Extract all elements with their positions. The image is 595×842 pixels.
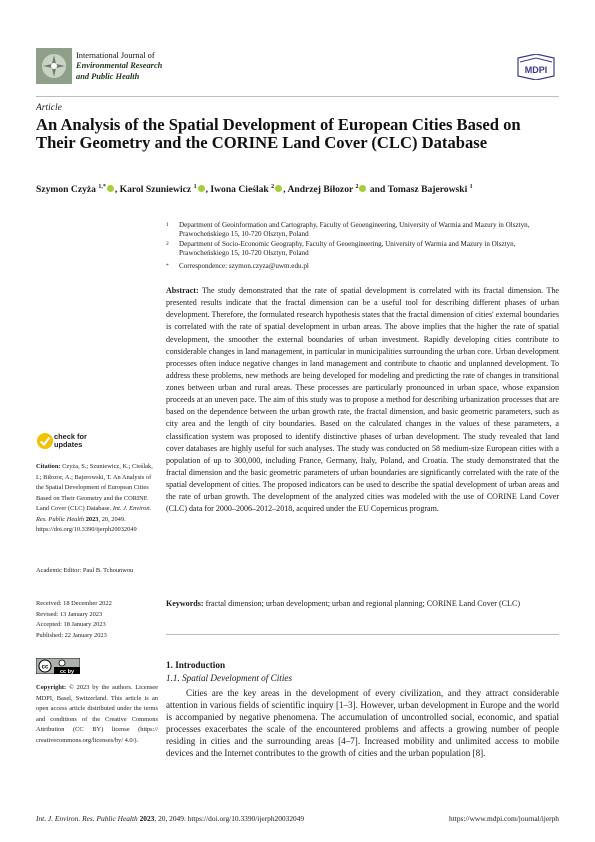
footer-doi[interactable]: , 20, 2049. https://doi.org/10.3390/ijerph20032049: [154, 814, 305, 823]
affiliation-number: *: [166, 263, 169, 269]
author-list: Szymon Czyża $^{1,*}$ , Karol Szuniewicz $^1$ , Iwona Cieślak $^2$ , Andrzej Biłozor $^2$ and Tomasz Bajerowski $^1$: [36, 184, 473, 196]
citation-text: Czyża, S.; Szuniewicz, K.; Cieślak, I.; Biłozor, A.; Bajerowski, T. An Analysis of the Spatial Development of European Cities Based on Their Geometry and the CORINE Land Cover (CLC) Database.: [36, 463, 153, 512]
affiliation-text: Department of Socio-Economic Geography, Faculty of Geoengineering, University of Warmia and Mazury in Olsztyn, Prawocheńskiego 15, 10-720 Olsztyn, Poland: [179, 240, 516, 258]
orcid-icon[interactable]: [359, 185, 366, 192]
journal-name-line3: and Public Health: [76, 71, 140, 81]
check-updates-line2: updates: [54, 439, 83, 449]
footer-journal: Int. J. Environ. Res. Public Health: [36, 814, 138, 823]
keywords-text: fractal dimension; urban development; urban and regional planning; CORINE Land Cover (CLC): [205, 599, 520, 608]
article-type: Article: [36, 103, 62, 113]
author-name: Karol Szuniewicz: [119, 184, 192, 196]
citation-journal: Int. J. Environ. Res. Public Health: [36, 505, 152, 523]
orcid-icon[interactable]: [198, 185, 205, 192]
check-updates-text: [54, 433, 87, 448]
citation-year: 2023: [85, 515, 99, 523]
author-affil-sup: 2: [271, 184, 275, 190]
citation-doi[interactable]: , 20, 2049. https://doi.org/10.3390/ijerph20032049: [36, 515, 137, 533]
abstract-text: The study demonstrated that the rate of spatial development is correlated with its fractal dimension. The presented results indicate that the fractal dimension can be a useful tool for describing different phases of urban development. Therefore, the formulated research hypothesis states that the fractal dimension of cities' external boundaries is correlated with the rate of spatial development in urban areas. The above implies that the higher the rate of spatial development, the smoother the external boundaries of urban investment. Rapidly developing cities contribute to considerable changes in land management, in particular in municipalities surrounding the urban core. Urban development processes often induce negative changes in land management and contribute to chaotic and unplanned development. To address these problems, new methods are being developed for modeling and predicting the rate of changes in transitional zones between urban and rural areas. These processes are particularly pronounced in urban space, whose expansion proceeds at an uneven pace. The aim of this study was to propose a method for describing urbanization processes that are based on the dependence between the urban growth rate, the fractal dimension, and basic geometric parameters, such as city area and the length of city boundaries. Based on the calculated changes in the values of these parameters, a classification system was proposed to identify distinctive phases of urban development. The study revealed that land cover databases are highly useful for such analyses. The study was conducted on 58 medium-size European cities with a population of up to 300,000, including France, Germany, Italy, Poland, and Croatia. The study demonstrated that the fractal dimension and the basic geometric parameters of urban boundaries are significantly correlated with the rate of the spatial development of cities. The proposed indicators can be used to describe the spatial development of urban areas and the rate of urban growth. The development of the analyzed cities was modeled with the use of CORINE Land Cover (CLC) data for 2000–2006–2012–2018, acquired under the EU Copernicus program.: [166, 286, 560, 514]
check-updates-icon: [36, 432, 54, 450]
page-title: An Analysis of the Spatial Development of European Cities Based on Their Geometry and the CORINE Land Cover (CLC) Database: [36, 115, 521, 153]
copyright-text: © 2023 by the authors. Licensee MDPI, Basel, Switzerland. This article is an open access article distributed under the terms and conditions of the Creative Commons Attribution (CC BY) license (https:// creativecommons.org/licenses/by/ 4.0/).: [36, 684, 158, 744]
author-affil-sup: 2: [355, 184, 359, 190]
affiliation-text: Department of Geoinformation and Cartography, Faculty of Geoengineering, University of Warmia and Mazury in Olsztyn, Prawocheńskiego 15, 10-720 Olsztyn, Poland: [179, 221, 530, 239]
affiliation-number: 1: [166, 222, 169, 228]
keywords-rule: [166, 634, 559, 635]
correspondence-text: Correspondence: szymon.czyza@uwm.edu.pl: [179, 262, 309, 270]
copyright-block: [36, 683, 158, 746]
header-rule: [36, 96, 559, 97]
editor-name: Paul B. Tchounwou: [82, 567, 134, 574]
author-affil-sup: 1: [469, 184, 473, 190]
section-heading: 1. Introduction: [166, 660, 226, 670]
journal-name: [76, 51, 162, 82]
accepted-date: Accepted: 18 January 2023: [36, 621, 106, 628]
journal-name-line1: International Journal of: [76, 51, 155, 60]
citation-label: Citation:: [36, 463, 61, 470]
footer-journal-url[interactable]: https://www.mdpi.com/journal/ijerph: [449, 814, 559, 823]
footer-year: 2023: [139, 814, 155, 823]
abstract-label: Abstract:: [166, 286, 199, 295]
keywords: [166, 598, 559, 610]
orcid-icon[interactable]: [107, 185, 114, 192]
cc-symbol-text: cc: [41, 664, 49, 671]
citation-block: [36, 462, 158, 536]
received-date: Received: 18 December 2022: [36, 600, 112, 607]
author-name: Szymon Czyża: [36, 184, 96, 196]
copyright-label: Copyright:: [36, 684, 67, 691]
revised-date: Revised: 13 January 2023: [36, 610, 103, 618]
published-date: Published: 22 January 2023: [36, 631, 107, 639]
subsection-heading: 1.1. Spatial Development of Cities: [166, 673, 293, 683]
affiliation-number: 2: [166, 241, 169, 247]
article-dates: [36, 599, 158, 641]
author-affil-sup: 1: [193, 184, 197, 190]
abstract: [166, 285, 559, 515]
cc-by-license-icon[interactable]: [36, 658, 80, 674]
page-footer: [36, 814, 559, 823]
author-name: Tomasz Bajerowski: [387, 184, 468, 196]
editor-label: Academic Editor:: [36, 567, 82, 574]
check-updates-line1: check for: [54, 432, 87, 441]
journal-name-line2: Environmental Research: [76, 61, 163, 71]
academic-editor: [36, 566, 158, 577]
cc-badge-text: cc by: [59, 669, 75, 674]
affiliation-item: [166, 221, 566, 240]
intro-paragraph: Cities are the key areas in the development of every civilization, and they attract considerable attention in various fields of scientific inquiry [1–3]. However, urban development in Europe and the world is accompanied by negative phenomena. The accumulation of uncontrolled social, economic, and spatial processes exacerbates the scale of the encountered problems and affects a growing number of people residing in cities and the surrounding areas [4–7]. Increased mobility and unlimited access to mobile devices and the Internet contributes to the growth of cities and the urban population [8].: [166, 688, 559, 759]
keywords-label: Keywords:: [166, 599, 204, 608]
check-for-updates-button[interactable]: [36, 432, 106, 452]
mdpi-logo-text: MDPI: [524, 65, 548, 75]
author-name: Andrzej Biłozor: [287, 184, 354, 196]
journal-logo-icon: [36, 48, 72, 84]
correspondence-item: [166, 262, 566, 271]
author-affil-sup: 1,*: [98, 184, 106, 190]
affiliation-item: [166, 240, 566, 259]
author-name: Iwona Cieślak: [210, 184, 269, 196]
orcid-icon[interactable]: [275, 185, 282, 192]
mdpi-logo-icon: [514, 54, 558, 80]
